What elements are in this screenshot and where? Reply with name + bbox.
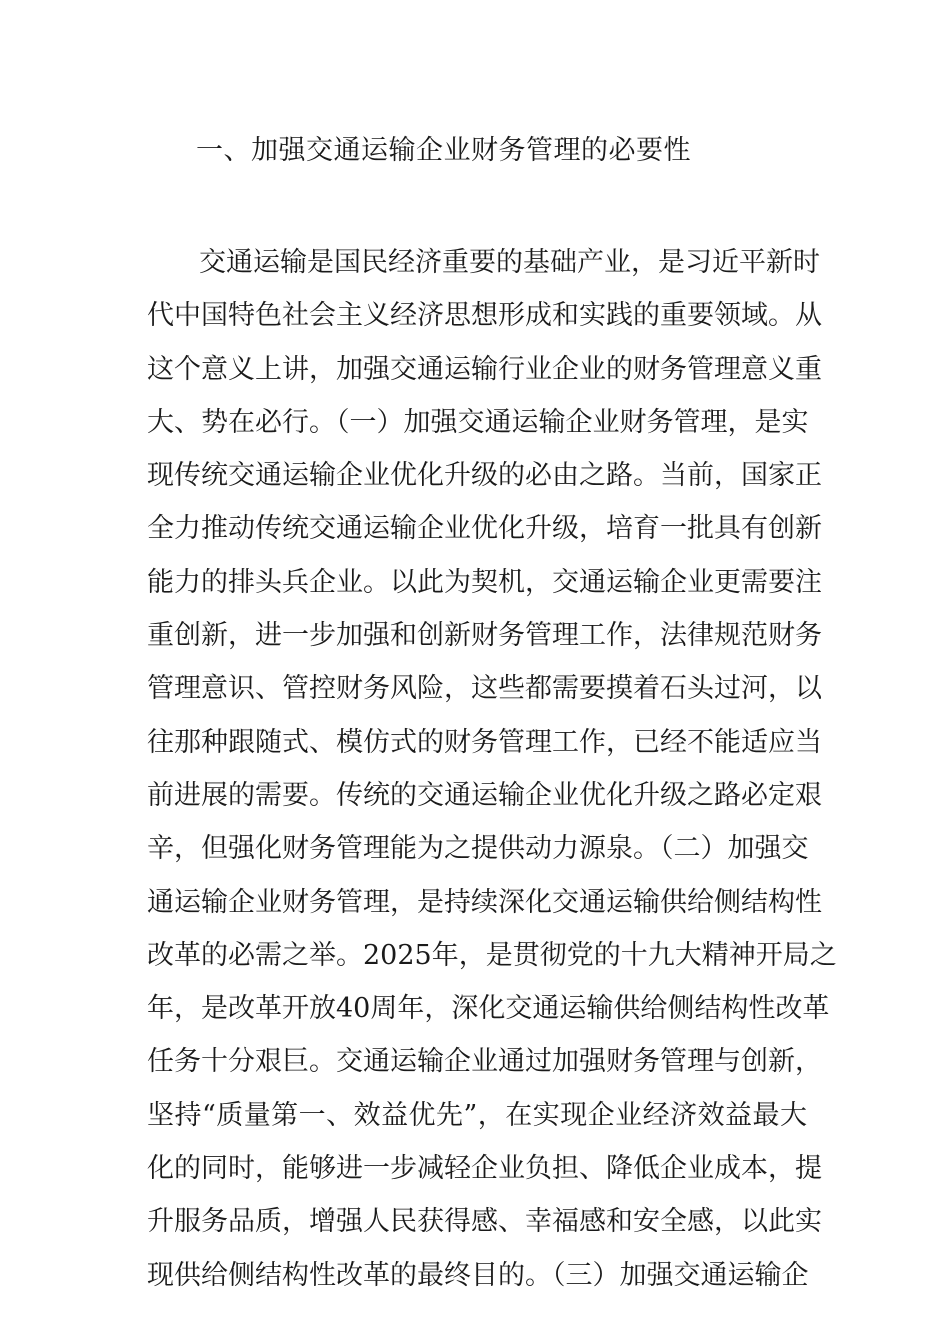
paragraph-line: 化的同时，能够进一步减轻企业负担、降低企业成本，提 — [147, 1153, 822, 1185]
paragraph-line: 年，是改革开放40周年，深化交通运输供给侧结构性改革 — [147, 993, 830, 1025]
paragraph-line: 前进展的需要。传统的交通运输企业优化升级之路必定艰 — [147, 779, 822, 811]
paragraph-line: 往那种跟随式、模仿式的财务管理工作，已经不能适应当 — [147, 726, 822, 758]
paragraph-line: 全力推动传统交通运输企业优化升级，培育一批具有创新 — [147, 513, 822, 545]
paragraph-line: 能力的排头兵企业。以此为契机，交通运输企业更需要注 — [147, 566, 822, 598]
paragraph-line: 交通运输是国民经济重要的基础产业，是习近平新时 — [199, 247, 820, 278]
paragraph-line: 坚持“质量第一、效益优先”，在实现企业经济效益最大 — [147, 1099, 807, 1131]
paragraph-line: 现传统交通运输企业优化升级的必由之路。当前，国家正 — [147, 460, 822, 492]
paragraph-line: 管理意识、管控财务风险，这些都需要摸着石头过河，以 — [147, 673, 822, 705]
paragraph-line: 任务十分艰巨。交通运输企业通过加强财务管理与创新， — [147, 1046, 822, 1078]
paragraph-line: 大、势在必行。（一）加强交通运输企业财务管理，是实 — [147, 406, 809, 438]
section-heading: 一、加强交通运输企业财务管理的必要性 — [196, 135, 691, 166]
body-paragraph — [147, 236, 837, 1302]
paragraph-line: 升服务品质，增强人民获得感、幸福感和安全感，以此实 — [147, 1206, 822, 1238]
paragraph-line: 这个意义上讲，加强交通运输行业企业的财务管理意义重 — [147, 353, 822, 385]
paragraph-line: 辛，但强化财务管理能为之提供动力源泉。（二）加强交 — [147, 833, 809, 865]
paragraph-line: 现供给侧结构性改革的最终目的。（三）加强交通运输企 — [147, 1259, 809, 1291]
paragraph-line: 重创新，进一步加强和创新财务管理工作，法律规范财务 — [147, 620, 822, 652]
paragraph-line: 代中国特色社会主义经济思想形成和实践的重要领域。从 — [147, 300, 822, 332]
paragraph-line: 改革的必需之举。2025年，是贯彻党的十九大精神开局之 — [147, 939, 837, 971]
paragraph-line: 通运输企业财务管理，是持续深化交通运输供给侧结构性 — [147, 886, 822, 918]
